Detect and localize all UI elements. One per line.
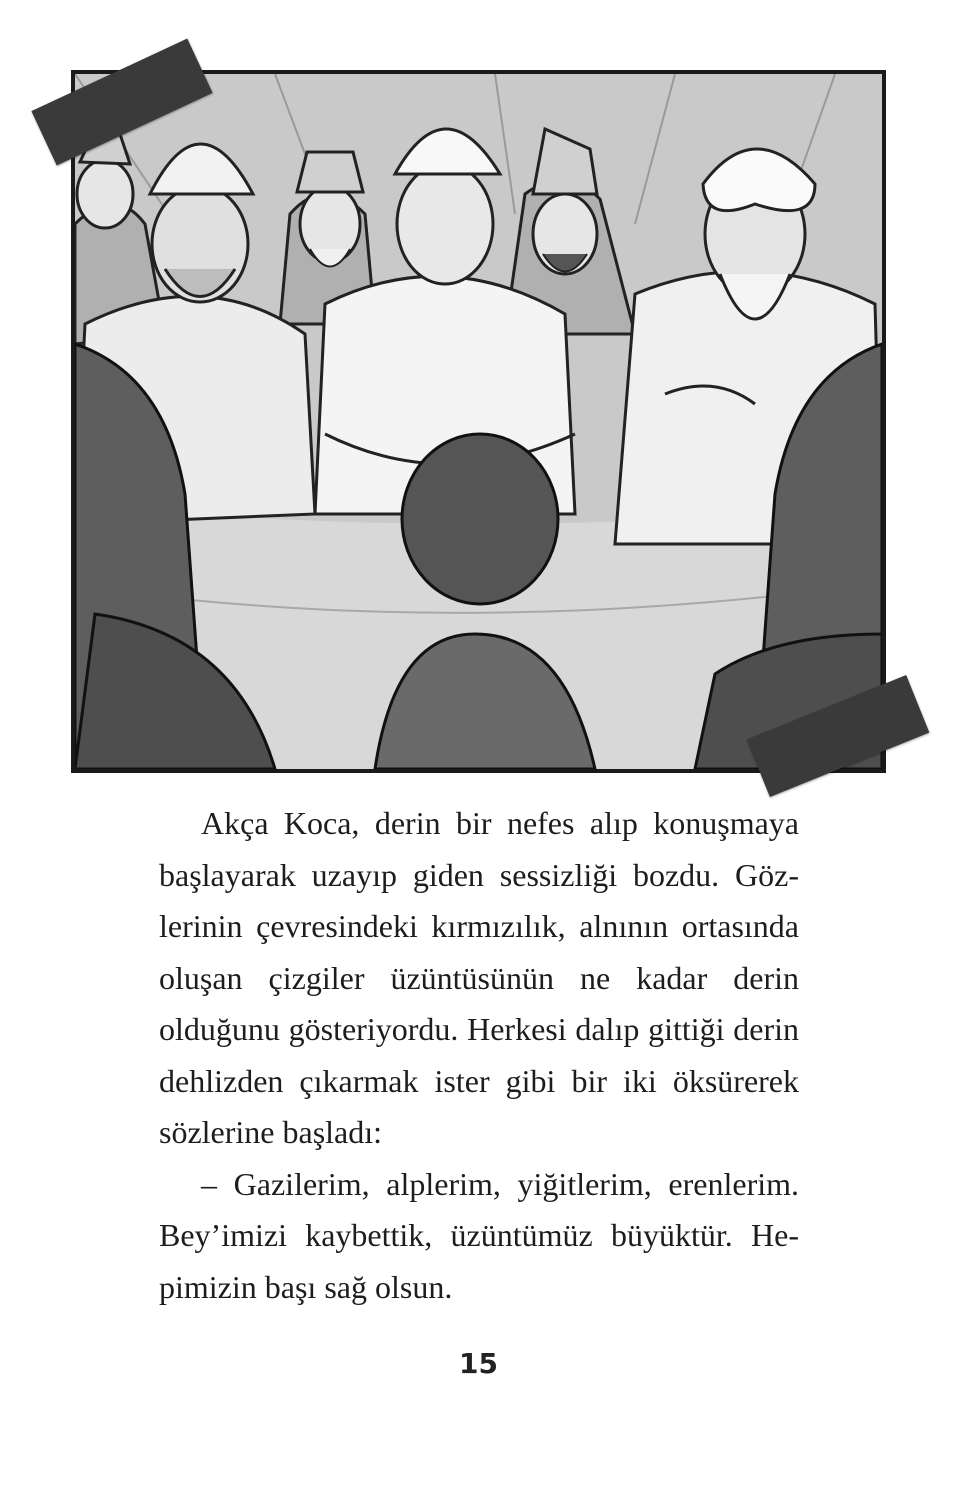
council-scene-drawing	[75, 74, 882, 769]
story-text	[159, 798, 799, 1313]
page-number: 15	[459, 1347, 498, 1380]
paragraph-dialogue: – Gazilerim, alplerim, yiğitlerim, erenlerim. Bey’imizi kaybettik, üzüntümüz büyüktür. Hepimizin başı sağ olsun.	[159, 1165, 799, 1305]
paragraph-narration: Akça Koca, derin bir nefes alıp konuşmaya başlayarak uzayıp giden sessizliği bozdu. Gözlerinin çevresindeki kırmızılık, alnının ortasında oluşan çizgiler üzüntüsünün ne kadar derin olduğunu gösteriyordu. Herkesi dalıp gittiği derin dehlizden çıkarmak ister gibi bir iki öksürerek sözlerine başladı:	[159, 805, 799, 1150]
story-illustration	[71, 70, 886, 773]
